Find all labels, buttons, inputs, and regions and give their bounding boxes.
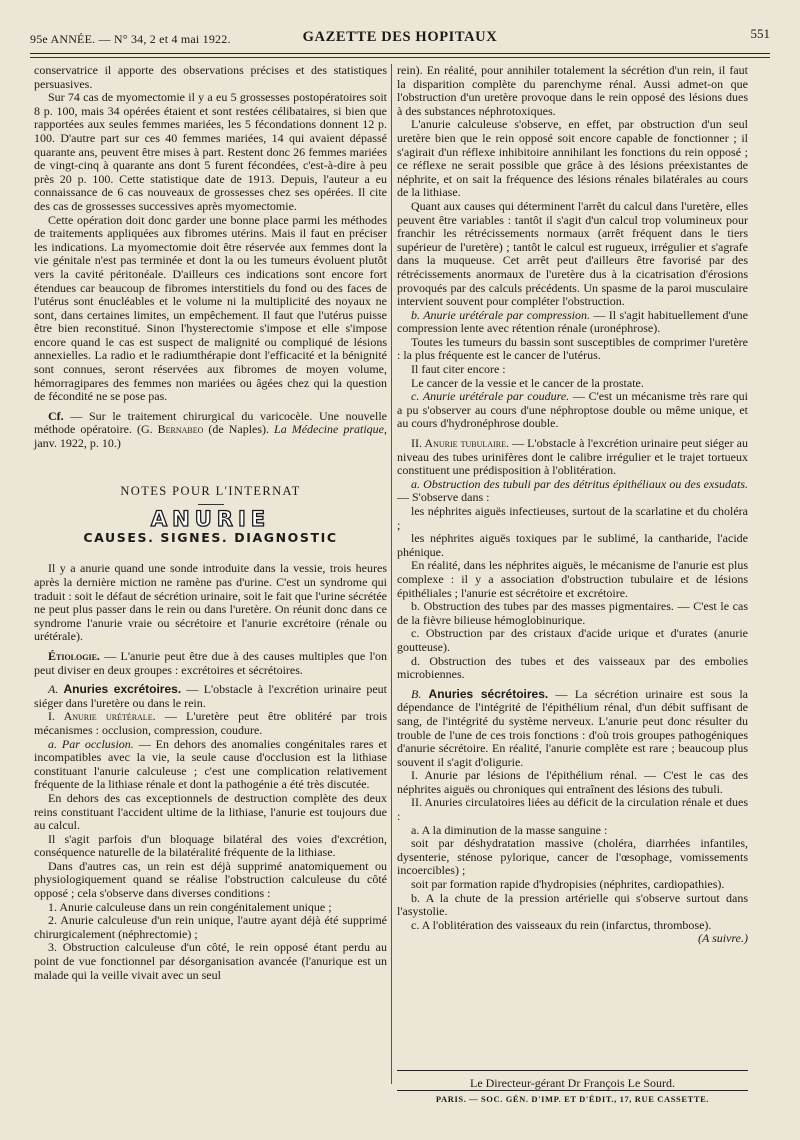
- printer-line: PARIS. — SOC. GÉN. D'IMP. ET D'ÉDIT., 17, RUE CASSETTE.: [435, 1094, 710, 1104]
- paragraph: b. Obstruction des tubes par des masses pigmentaires. — C'est le cas de la fièvre bilieuse hémoglobinurique.: [397, 599, 748, 627]
- subheading: Anuries excrétoires.: [58, 682, 182, 697]
- right-column: [397, 64, 748, 946]
- paragraph: L'anurie calculeuse s'observe, en effet, par obstruction d'un seul uretère bien que le rein opposé soit encore capable de fonctionner ; il s'agirait d'un réflexe inhibitoire annihilant les fonctions du rein opposé ; ce réflexe ne serait possible que grâce à des lésions préexistantes de néphrite, et on sait la fréquence des lésions rénales bilatérales au cours de la lithiase.: [397, 117, 748, 200]
- paragraph: A. Anuries excrétoires. — L'obstacle à l'excrétion urinaire peut siéger dans l'uretère ou dans le rein.: [34, 682, 387, 710]
- paragraph: B. Anuries sécrétoires. — La sécrétion urinaire est sous la dépendance de l'intégrité de l'épithélium rénal, d'un débit suffisant de sang, de l'intégrité du système nerveux. L'anurie peut donc résulter du trouble de l'une de ces trois fonctions : d'où trois groupes pathogéniques d'anurie sécrétoire. En réalité, l'anurie complète est rare ; beaucoup plus souvent il s'agit d'oligurie.: [397, 686, 748, 769]
- paragraph: En dehors des cas exceptionnels de destruction complète des deux reins constituant l'accident ultime de la lithiase, l'anurie est toujours due au calcul.: [34, 790, 387, 833]
- list-item: 1. Anurie calculeuse dans un rein congénitalement unique ;: [48, 899, 332, 914]
- continued-note: (A suivre.): [698, 931, 748, 946]
- paragraph: I. Anurie urétérale. — L'uretère peut être oblitéré par trois mécanismes : occlusion, compression, coudure.: [34, 709, 387, 737]
- reference-lead: Cf.: [48, 408, 64, 423]
- paragraph: d. Obstruction des tubes et des vaisseaux par des embolies microbiennes.: [397, 653, 748, 682]
- publisher-line: Le Directeur-gérant Dr François Le Sourd.: [469, 1076, 675, 1090]
- paragraph: a. A la diminution de la masse sanguine :: [411, 822, 608, 837]
- subheading: Anuries sécrétoires.: [421, 686, 549, 701]
- section-heading: NOTES POUR L'INTERNAT: [120, 483, 301, 498]
- paragraph: Il s'agit parfois d'un bloquage bilatéral des voies d'excrétion, conséquence naturelle de la bilatéralité fréquente de la lithiase.: [34, 831, 387, 860]
- column-separator: [391, 64, 392, 1084]
- paragraph: soit par déshydratation massive (choléra, diarrhées infantiles, dysenterie, sténose pylorique, cancer de l'œsophage, vomissements incoercibles) ;: [397, 836, 748, 878]
- left-column: [34, 64, 387, 982]
- paragraph: Il y a anurie quand une sonde introduite dans la vessie, trois heures après la dernière miction ne ramène pas d'urine. C'est un syndrome qui traduit : soit le défaut de sécrétion urinaire, soit le fait que l'urine sécrétée ne peut plus passer dans le rein ou dans l'uretère. On réunit donc dans ce syndrome l'anurie vraie ou sécrétoire et l'anurie excrétoire (rénale ou urétérale).: [34, 561, 387, 644]
- header-rule: [30, 53, 770, 54]
- paragraph: rein). En réalité, pour annihiler totalement la sécrétion d'un rein, il faut la disparition complète du parenchyme rénal. Aussi admet-on que l'obstruction d'un uretère provoque dans le rein opposé des lésions dues à des substances néphrotoxiques.: [397, 63, 748, 118]
- paragraph: I. Anurie par lésions de l'épithélium rénal. — C'est le cas des néphrites aiguës ou chroniques qui entraînent des lésions des tubuli.: [397, 768, 748, 796]
- page-header: [30, 26, 770, 50]
- footer-rule: [397, 1070, 748, 1071]
- paragraph: Toutes les tumeurs du bassin sont susceptibles de comprimer l'uretère : la plus fréquente est le cancer de l'utérus.: [397, 334, 748, 363]
- paragraph: conservatrice il apporte des observations précises et des statistiques persuasives.: [34, 63, 387, 91]
- paragraph: c. Anurie urétérale par coudure. — C'est un mécanisme très rare qui a pu s'observer au cours d'une néphroptose double ou même unique, et au cours d'hydronéphrose double.: [397, 389, 748, 431]
- paragraph: Étiologie. — L'anurie peut être due à des causes multiples que l'on peut diviser en deux groupes : excrétoires et sécrétoires.: [34, 648, 387, 677]
- divider: [198, 504, 224, 505]
- journal-title: GAZETTE DES HOPITAUX: [302, 29, 498, 45]
- paragraph: Il faut citer encore :: [411, 362, 506, 377]
- paragraph: a. Par occlusion. — En dehors des anomalies congénitales rares et incompatibles avec la vie, la seule cause d'occlusion est la lithiase constituant l'anurie calculeuse ; c'est une complication relativement fréquente de la lithiase rénale et dont la pathogénie a été très discutée.: [34, 736, 387, 792]
- paragraph: soit par formation rapide d'hydropisies (néphrites, cardiopathies).: [411, 877, 725, 892]
- paragraph: b. A la chute de la pression artérielle qui s'observe surtout dans l'asystolie.: [397, 890, 748, 919]
- list-item: 2. Anurie calculeuse d'un rein unique, l'autre ayant déjà été supprimé chirurgicalement (néphrectomie) ;: [34, 913, 387, 941]
- paragraph: les néphrites aiguës infectieuses, surtout de la scarlatine et du choléra ;: [397, 504, 748, 532]
- page-number: 551: [750, 26, 770, 41]
- paragraph: les néphrites aiguës toxiques par le sublimé, la cantharide, l'acide phénique.: [397, 531, 748, 559]
- paragraph: En réalité, dans les néphrites aiguës, le mécanisme de l'anurie est plus complexe : il y a association d'obstruction tubulaire et de lésions épithéliales ; l'anurie est sécrétoire et excrétoire.: [397, 558, 748, 600]
- list-item: 3. Obstruction calculeuse d'un côté, le rein opposé étant perdu au point de vue fonctionnel par désorganisation avancée (l'anurique est un malade qui la veille vivait avec un seul: [34, 940, 387, 982]
- issue-info: 95e ANNÉE. — N° 34, 2 et 4 mai 1922.: [30, 32, 231, 46]
- header-rule-thin: [30, 57, 770, 58]
- paragraph: Sur 74 cas de myomectomie il y a eu 5 grossesses postopératoires soit 8 p. 100, mais 34 opérées étaient et sont restées célibataires, si bien que rapportées aux seules femmes mariées, les 5 fécondations donnent 12 p. 100. D'autre part sur ces 40 femmes mariées, 14 qui avaient dépassé quarante ans, peuvent être mises à part. Restent donc 26 femmes mariées de vingt-cinq à quarante ans dont 5 furent fécondées, c'est-à-dire à peu près 20 p. 100. Cette statistique date de 1913. Depuis, l'auteur a eu connaissance de 6 cas nouveaux de grossesses chez ses opérées. Il cite des cas de grossesses successives après myomectomie.: [34, 90, 387, 213]
- paragraph: Cette opération doit donc garder une bonne place parmi les méthodes de traitements appliquées aux fibromes utérins. Mais il faut en préciser les indications. La myomectomie doit être réservée aux femmes dont la vie génitale n'est pas terminée et dont la ou les tumeurs évoluent plutôt vers la cavité péritonéale. D'ailleurs ces indications sont encore fort étendues car beaucoup de fibromes interstitiels du fond ou des faces de l'utérus sont énucléables et le volume ni la multiplicité des noyaux ne sont, dans certaines limites, un empêchement. Il faut que l'utérus puisse être bien reconstitué. Sinon l'hysterectomie s'impose et elle s'impose encore quand le cas est suspect de malignité ou compliqué de lésions annexielles. La radio et le radiumthérapie dont l'efficacité et la bénignité sont connues, seront réservées aux fibromes de moyen volume, hémorragipares des femmes non mariées ou âgées chez qui la question de fécondité ne se pose pas.: [34, 212, 387, 404]
- reference-journal: La Médecine pratique: [274, 422, 384, 437]
- paragraph: Quant aux causes qui déterminent l'arrêt du calcul dans l'uretère, elles peuvent être variables : tantôt il s'agit d'un calcul trop volumineux pour franchir les rétrécissements normaux (arrêt fréquent dans le tiers supérieur de l'uretère) ; tantôt le calcul est rugueux, irrégulier et s'agrafe dans la muqueuse. Cet arrêt peut d'ailleurs être favorisé par des rétrécissements anormaux de l'uretère dus à la cicatrisation d'érosions provoqués par des calculs précédents. Un spasme de la paroi musculaire intervient souvent pour compléter l'obstruction.: [397, 198, 748, 309]
- paragraph: b. Anurie urétérale par compression. — Il s'agit habituellement d'une compression lente avec rétention rénale (uronéphrose).: [397, 307, 749, 336]
- reference-paragraph: Cf. — Sur le traitement chirurgical du varicocèle. Une nouvelle méthode opératoire. (G. Bernabeo (de Naples). La Médecine pratique, janv. 1922, p. 10.): [34, 408, 387, 451]
- paragraph: II. Anuries circulatoires liées au déficit de la circulation rénale et dues :: [397, 795, 748, 824]
- paragraph: II. Anurie tubulaire. — L'obstacle à l'excrétion urinaire peut siéger au niveau des tubes urinifères dont le calibre irrégulier et le trajet tortueux constituent une prédisposition à l'oblitération.: [397, 436, 748, 478]
- paragraph: Le cancer de la vessie et le cancer de la prostate.: [411, 375, 644, 390]
- paragraph: Dans d'autres cas, un rein est déjà supprimé anatomiquement ou physiologiquement quand se réalise l'obstruction calculeuse du côté opposé ; cela s'observe dans diverses conditions :: [34, 858, 387, 901]
- paragraph: c. Obstruction par des cristaux d'acide urique et d'urates (anurie goutteuse).: [397, 626, 748, 654]
- article-subtitle: CAUSES. SIGNES. DIAGNOSTIC: [83, 529, 338, 545]
- article-title: ANURIE: [150, 507, 271, 532]
- footer-rule: [397, 1090, 748, 1091]
- reference-author: Bernabeo: [157, 422, 204, 437]
- paragraph: c. A l'oblitération des vaisseaux du rein (infarctus, thrombose).: [411, 917, 712, 932]
- paragraph: a. Obstruction des tubuli par des détritus épithéliaux ou des exsudats. — S'observe dans :: [397, 476, 748, 505]
